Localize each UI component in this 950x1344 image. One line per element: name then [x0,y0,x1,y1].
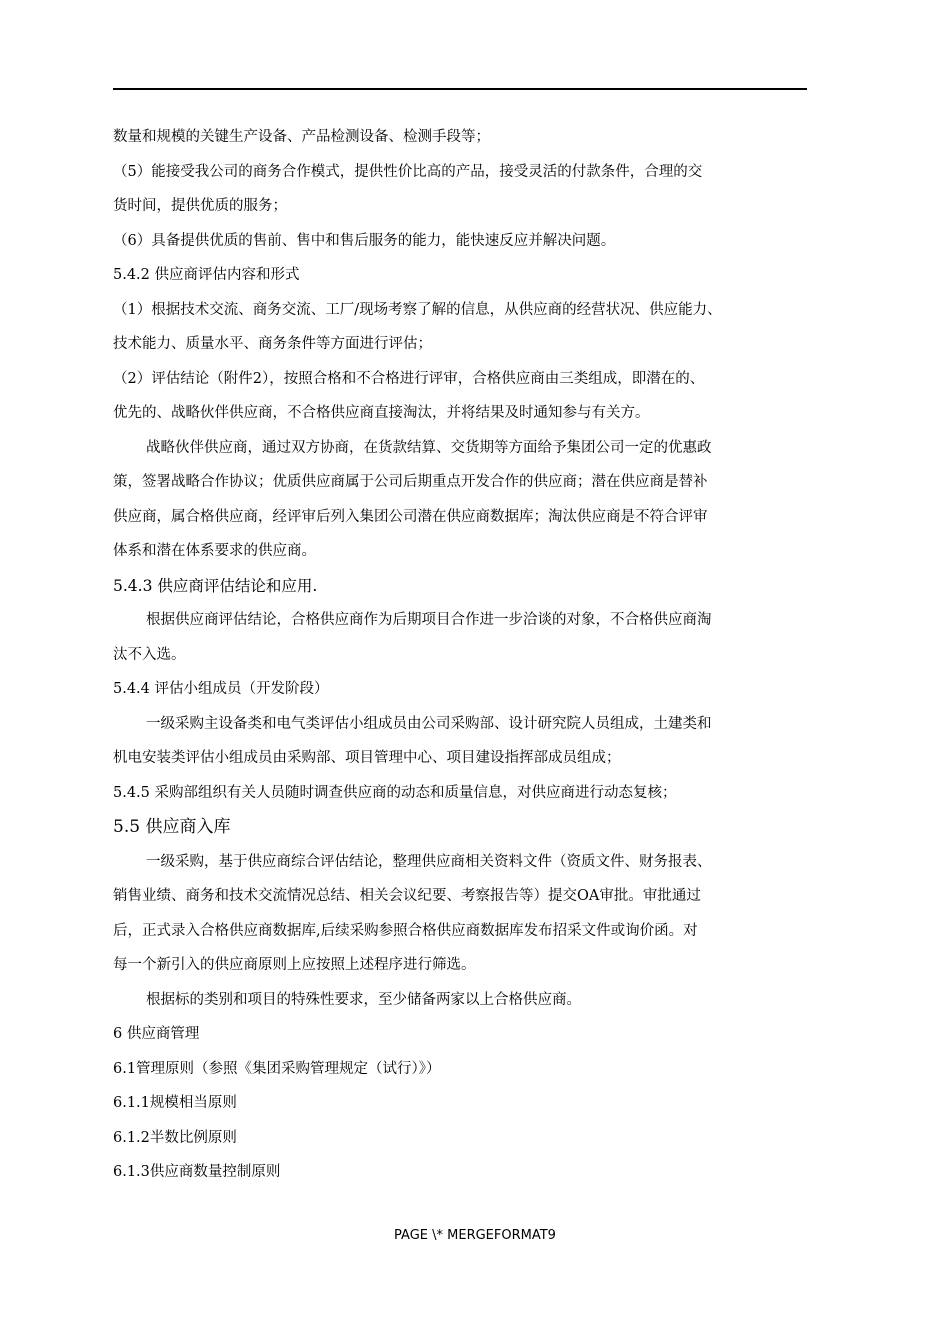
section-heading-5-4-4: 5.4.4 评估小组成员（开发阶段） [113,681,329,697]
paragraph-line: （6）具备提供优质的售前、售中和售后服务的能力，能快速反应并解决问题。 [113,232,616,249]
section-heading-5-5: 5.5 供应商入库 [113,817,231,837]
paragraph-line: 机电安装类评估小组成员由采购部、项目管理中心、项目建设指挥部成员组成； [113,750,621,766]
paragraph-line: 根据标的类别和项目的特殊性要求，至少储备两家以上合格供应商。 [146,991,581,1008]
paragraph-line: 技术能力、质量水平、商务条件等方面进行评估； [113,336,432,352]
paragraph-line: 根据供应商评估结论，合格供应商作为后期项目合作进一步洽谈的对象，不合格供应商淘 [146,612,712,628]
section-heading-5-4-3: 5.4.3 供应商评估结论和应用. [113,576,318,595]
section-heading-6-1: 6.1管理原则（参照《集团采购管理规定（试行）》） [113,1060,441,1077]
paragraph-line: 货时间，提供优质的服务； [113,198,287,214]
header-rule [113,88,807,90]
section-heading-6: 6 供应商管理 [113,1026,200,1042]
paragraph-line: 优先的、战略伙伴供应商，不合格供应商直接淘汰，并将结果及时通知参与有关方。 [113,405,650,421]
paragraph-line: 策，签署战略合作协议；优质供应商属于公司后期重点开发合作的供应商；潜在供应商是替补 [113,474,708,490]
section-heading-6-1-1: 6.1.1规模相当原则 [113,1095,237,1111]
paragraph-line: 汰不入选。 [113,646,186,663]
section-heading-6-1-3: 6.1.3供应商数量控制原则 [113,1164,281,1180]
paragraph-line: 战略伙伴供应商，通过双方协商，在货款结算、交货期等方面给予集团公司一定的优惠政 [146,439,712,456]
section-heading-5-4-2: 5.4.2 供应商评估内容和形式 [113,267,300,283]
paragraph-line: 一级采购，基于供应商综合评估结论，整理供应商相关资料文件（资质文件、财务报表、 [146,853,712,870]
page-footer: PAGE \* MERGEFORMAT9 [394,1228,556,1243]
paragraph-line: （5）能接受我公司的商务合作模式，提供性价比高的产品，接受灵活的付款条件，合理的交 [113,163,703,180]
section-heading-5-4-5: 5.4.5 采购部组织有关人员随时调查供应商的动态和质量信息，对供应商进行动态复核； [113,784,677,801]
document-body [113,120,823,1190]
paragraph-line: 供应商，属合格供应商，经评审后列入集团公司潜在供应商数据库；淘汰供应商是不符合评审 [113,508,708,525]
paragraph-line: 每一个新引入的供应商原则上应按照上述程序进行筛选。 [113,957,476,973]
paragraph-line: （2）评估结论（附件2），按照合格和不合格进行评审，合格供应商由三类组成，即潜在的、 [113,370,705,387]
paragraph-line: 数量和规模的关键生产设备、产品检测设备、检测手段等； [113,129,490,145]
section-heading-6-1-2: 6.1.2半数比例原则 [113,1129,237,1146]
paragraph-line: 后，正式录入合格供应商数据库,后续采购参照合格供应商数据库发布招采文件或询价函。对 [113,922,698,939]
paragraph-line: （1）根据技术交流、商务交流、工厂/现场考察了解的信息，从供应商的经营状况、供应能力、 [113,301,722,318]
paragraph-line: 一级采购主设备类和电气类评估小组成员由公司采购部、设计研究院人员组成，土建类和 [146,715,712,732]
paragraph-line: 销售业绩、商务和技术交流情况总结、相关会议纪要、考察报告等）提交OA审批。审批通过 [113,888,701,904]
paragraph-line: 体系和潜在体系要求的供应商。 [113,543,316,559]
